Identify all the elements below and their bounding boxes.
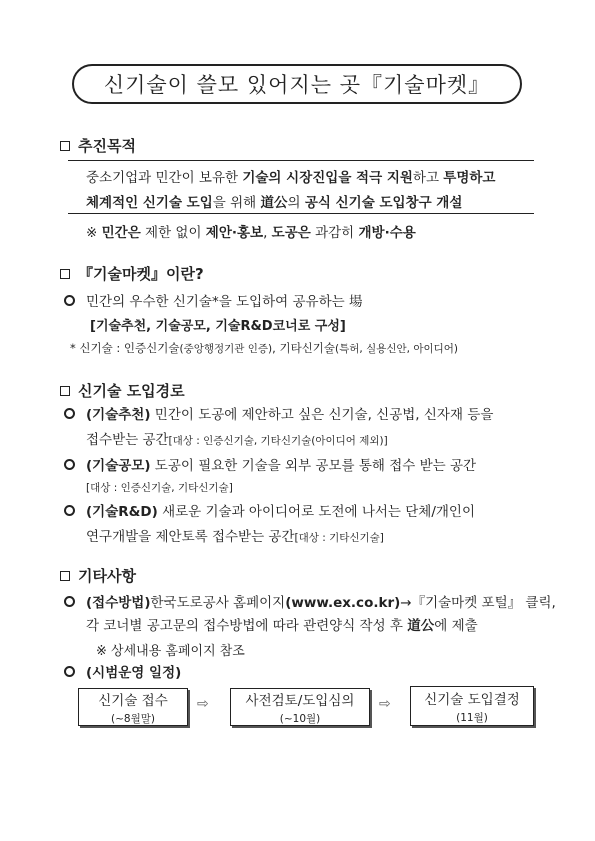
market-item: 민간의 우수한 신기술*을 도입하여 공유하는 場 [86, 294, 363, 310]
note-mark: ※ [86, 225, 98, 241]
route-target: [대상 : 인증신기술, 기타신기술(아이디어 제외)] [168, 435, 388, 447]
route-label: (기술추천) [86, 407, 151, 423]
square-bullet-icon [60, 269, 70, 279]
misc-1-line-1 [86, 591, 556, 611]
note-text: 제안·홍보 [205, 225, 264, 241]
square-bullet-icon [60, 141, 70, 151]
market-sub: [기술추천, 기술공모, 기술R&D코너로 구성] [90, 319, 346, 334]
footnote-text: (중앙행정기관 인증) [179, 343, 273, 355]
note-text: , [263, 225, 272, 241]
note-text: 개방·수용 [358, 225, 416, 241]
page-title: 신기술이 쓸모 있어지는 곳『기술마켓』 [103, 73, 491, 97]
circle-bullet-icon [64, 505, 75, 516]
purpose-note [86, 221, 416, 241]
purpose-text: 의 [287, 195, 305, 211]
schedule-step-3 [410, 686, 534, 726]
misc-text: →『기술마켓 포털』 클릭, [400, 595, 556, 611]
purpose-line-2 [86, 191, 462, 211]
route-target: [대상 : 기타신기술] [294, 532, 384, 544]
route-1-line-1 [86, 403, 493, 423]
section-market-heading [60, 263, 204, 284]
section-routes-heading [60, 380, 185, 401]
misc-text: 각 코너별 공고문의 접수방법에 따라 관련양식 작성 후 [86, 618, 408, 634]
misc-1-line-2 [86, 614, 478, 634]
purpose-line-1 [86, 166, 495, 186]
route-text: 새로운 기술과 아이디어로 도전에 나서는 단체/개인이 [157, 504, 475, 520]
section-purpose-heading [60, 135, 136, 156]
square-bullet-icon [60, 571, 70, 581]
route-2-line-1 [86, 454, 476, 474]
circle-bullet-icon [64, 459, 75, 470]
route-2-target: [대상 : 인증신기술, 기타신기술] [86, 482, 233, 494]
schedule-step-2 [230, 688, 370, 726]
section-routes-title: 신기술 도입경로 [78, 382, 185, 400]
purpose-text: 道公 [260, 195, 288, 211]
footnote-text: * 신기술 : 인증신기술 [70, 341, 180, 355]
schedule-step-label: 신기술 도입결정 [424, 691, 520, 708]
purpose-text: 하고 [412, 170, 444, 186]
schedule-step-label: 신기술 접수 [98, 692, 168, 709]
title-box [72, 64, 522, 104]
schedule-step-label: 사전검토/도입심의 [245, 692, 355, 709]
route-3-line-2 [86, 525, 384, 545]
misc-text: 道公 [407, 618, 435, 634]
schedule-step-period: (~8월말) [111, 712, 155, 725]
square-bullet-icon [60, 386, 70, 396]
note-text: 과감히 [310, 225, 359, 241]
right-arrow-icon: ⇨ [379, 696, 391, 712]
misc-text: 한국도로공사 홈페이지 [150, 595, 286, 611]
note-text: 민간은 [101, 225, 141, 241]
schedule-step-1 [78, 688, 188, 726]
misc-label: (접수방법) [86, 595, 151, 611]
right-arrow-icon: ⇨ [197, 696, 209, 712]
purpose-text: 기술의 시장진입을 적극 지원 [242, 170, 413, 186]
purpose-text: 체계적인 신기술 도입 [86, 195, 213, 211]
purpose-text: 공식 신기술 도입창구 개설 [304, 195, 463, 211]
section-misc-title: 기타사항 [78, 567, 136, 585]
note-text: 제한 없이 [140, 225, 206, 241]
purpose-text: 을 위해 [212, 195, 261, 211]
route-text: 접수받는 공간 [86, 432, 169, 448]
misc-note: ※ 상세내용 홈페이지 참조 [96, 644, 245, 659]
route-3-line-1 [86, 500, 475, 520]
schedule-step-period: (~10월) [279, 712, 321, 725]
route-1-line-2 [86, 428, 388, 448]
route-text: 도공이 필요한 기술을 외부 공모를 통해 접수 받는 공간 [150, 458, 477, 474]
circle-bullet-icon [64, 666, 75, 677]
route-label: (기술R&D) [86, 504, 158, 520]
footnote-text: (특허, 실용신안, 아이디어) [335, 343, 458, 355]
market-footnote [70, 340, 458, 356]
footnote-text: , 기타신기술 [272, 341, 336, 355]
divider-top [68, 160, 534, 161]
route-text: 연구개발을 제안토록 접수받는 공간 [86, 529, 295, 545]
note-text: 도공은 [271, 225, 311, 241]
section-purpose-title: 추진목적 [78, 137, 136, 155]
schedule-step-period: (11월) [456, 711, 488, 724]
divider-bottom [68, 213, 534, 214]
circle-bullet-icon [64, 596, 75, 607]
route-label: (기술공모) [86, 458, 151, 474]
website-url: (www.ex.co.kr) [285, 595, 401, 611]
misc-text: 에 제출 [434, 618, 478, 634]
circle-bullet-icon [64, 295, 75, 306]
section-market-title: 『기술마켓』이란? [78, 265, 204, 283]
purpose-text: 중소기업과 민간이 보유한 [86, 170, 243, 186]
purpose-text: 투명하고 [443, 170, 496, 186]
section-misc-heading [60, 565, 136, 586]
circle-bullet-icon [64, 408, 75, 419]
misc-2-label: (시범운영 일정) [86, 665, 182, 681]
route-text: 민간이 도공에 제안하고 싶은 신기술, 신공법, 신자재 등을 [150, 407, 494, 423]
